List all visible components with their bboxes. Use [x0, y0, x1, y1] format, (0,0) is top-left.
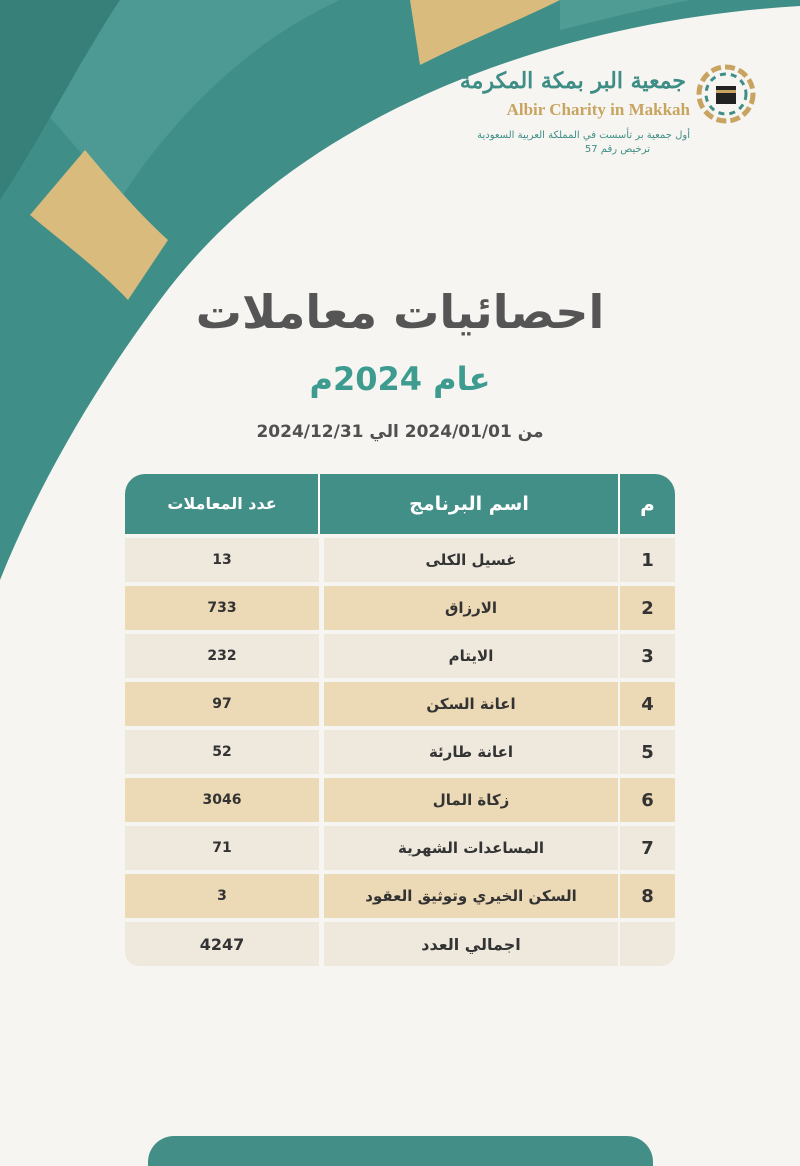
table-row	[125, 682, 675, 726]
logo-english-name: Albir Charity in Makkah	[506, 100, 690, 119]
row-index: 3	[620, 634, 675, 678]
table-header	[125, 474, 675, 534]
table-row	[125, 634, 675, 678]
statistics-table	[125, 474, 675, 966]
table-row	[125, 538, 675, 582]
row-count: 3046	[125, 778, 319, 822]
row-count: 52	[125, 730, 319, 774]
total-label: اجمالي العدد	[324, 922, 618, 966]
row-program: اعانة السكن	[324, 682, 618, 726]
total-spacer	[620, 922, 675, 966]
table-row	[125, 730, 675, 774]
row-count: 733	[125, 586, 319, 630]
row-index: 5	[620, 730, 675, 774]
kaaba-emblem-icon	[696, 64, 756, 124]
row-program: غسيل الكلى	[324, 538, 618, 582]
row-count: 13	[125, 538, 319, 582]
row-program: اعانة طارئة	[324, 730, 618, 774]
logo-license: ترخيص رقم 57	[584, 144, 650, 155]
row-index: 1	[620, 538, 675, 582]
organization-logo	[459, 62, 756, 162]
row-count: 3	[125, 874, 319, 918]
header-count: عدد المعاملات	[167, 494, 277, 513]
row-index: 2	[620, 586, 675, 630]
page-subtitle: عام 2024م	[309, 360, 491, 398]
row-count: 71	[125, 826, 319, 870]
logo-arabic-name: جمعية البر بمكة المكرمة	[459, 68, 686, 94]
row-program: المساعدات الشهرية	[324, 826, 618, 870]
row-count: 232	[125, 634, 319, 678]
footer-bar	[148, 1136, 653, 1166]
row-count: 97	[125, 682, 319, 726]
table-row	[125, 826, 675, 870]
total-value: 4247	[125, 922, 319, 966]
row-program: السكن الخيري وتوثيق العقود	[324, 874, 618, 918]
table-total-row	[125, 922, 675, 966]
table-row	[125, 874, 675, 918]
row-index: 7	[620, 826, 675, 870]
table-row	[125, 778, 675, 822]
table-row	[125, 586, 675, 630]
row-program: زكاة المال	[324, 778, 618, 822]
header-index: م	[640, 492, 655, 516]
row-program: الارزاق	[324, 586, 618, 630]
row-index: 4	[620, 682, 675, 726]
date-range: من 2024/01/01 الي 2024/12/31	[256, 422, 544, 442]
row-program: الايتام	[324, 634, 618, 678]
row-index: 8	[620, 874, 675, 918]
row-index: 6	[620, 778, 675, 822]
page-title: احصائيات معاملات	[195, 285, 605, 339]
logo-tagline: أول جمعية بر تأسست في المملكة العربية السعودية	[477, 130, 690, 141]
header-program: اسم البرنامج	[318, 474, 620, 534]
